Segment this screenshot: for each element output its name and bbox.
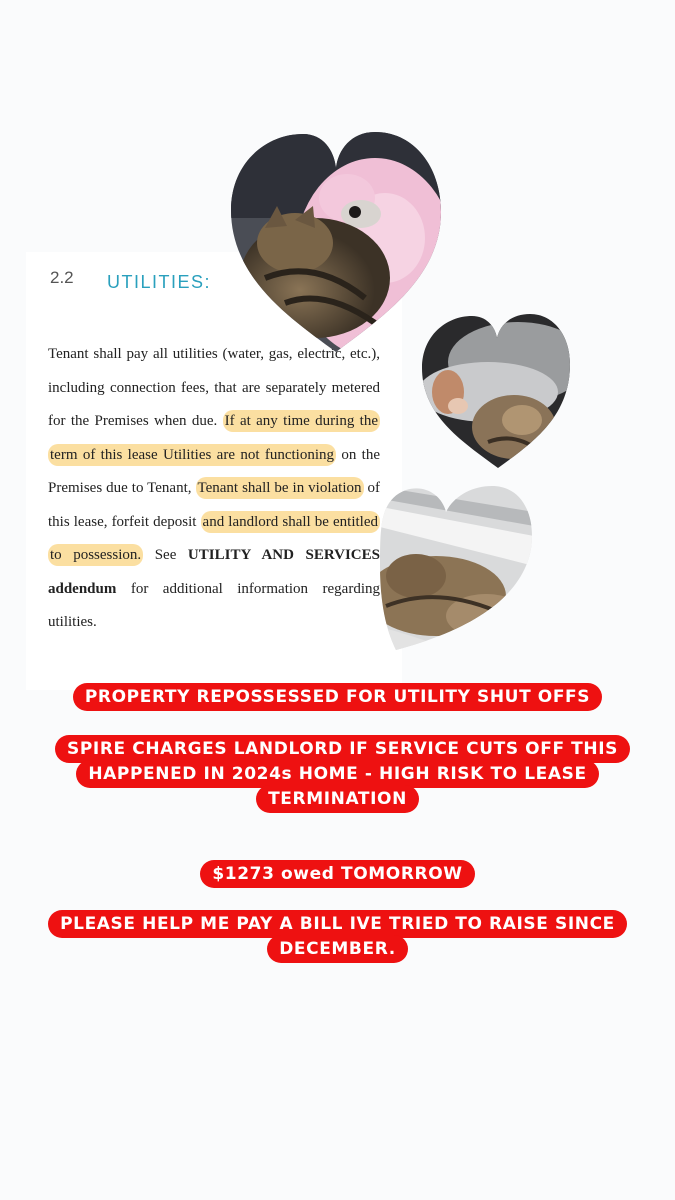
repossessed-text: PROPERTY REPOSSESSED FOR UTILITY SHUT OFFS: [73, 683, 602, 711]
heart-photo-cat-window: [376, 486, 534, 652]
plea-text: PLEASE HELP ME PAY A BILL IVE TRIED TO RAISE SINCE DECEMBER.: [48, 910, 627, 963]
heart-photo-cat-blanket: [418, 312, 572, 470]
lease-clause: [48, 338, 380, 640]
section-number: 2.2: [50, 268, 74, 287]
clause-text: See: [143, 547, 188, 563]
section-title: UTILITIES:: [107, 272, 212, 292]
clause-text: on the Premises due to Tenant,: [48, 446, 380, 496]
highlighted-text: If at any time during the term of this lease Utilities are not functioning: [48, 410, 380, 466]
spire-warning-text: SPIRE CHARGES LANDLORD IF SERVICE CUTS OFF THIS HAPPENED IN 2024s HOME - HIGH RISK TO LEASE TERMINATION: [55, 735, 630, 813]
plea-label: [0, 912, 675, 962]
highlighted-text: and landlord shall be entitled to possession.: [48, 511, 380, 567]
amount-owed-text: $1273 owed TOMORROW: [200, 860, 474, 888]
clause-text: Tenant shall pay all utilities (water, gas, electric, etc.), including connection fees, that are separately metered for the Premises when due.: [48, 346, 380, 429]
clause-text: of this lease, forfeit deposit: [48, 480, 380, 530]
highlighted-text: Tenant shall be in violation: [196, 477, 364, 499]
spire-warning-label: [0, 737, 675, 812]
clause-text: for additional information regarding utilities.: [48, 580, 380, 630]
amount-owed-label: [0, 862, 675, 887]
repossessed-label: [0, 685, 675, 710]
heart-photo-cat-teddy: [225, 128, 447, 356]
addendum-reference: UTILITY AND SERVICES addendum: [48, 547, 380, 597]
